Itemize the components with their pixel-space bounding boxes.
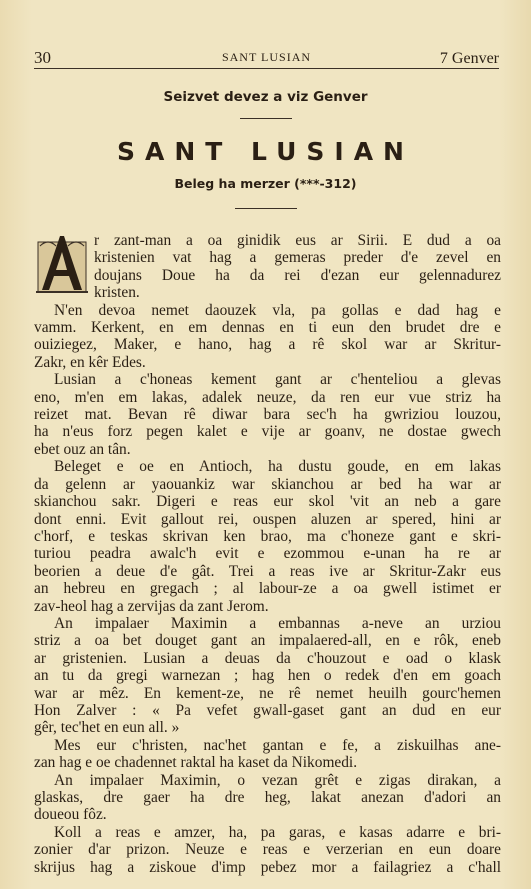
text-line: glaskas, dre gaer ha dre heg, lakat anezan d'adori an: [34, 789, 501, 806]
text-line: Koll a reas e amzer, ha, pa garas, e kasas adarre e bri-: [54, 823, 501, 841]
text-line: gêr, tec'het en eun all. »: [34, 719, 180, 737]
text-line: zan hag e oe chadennet raktal ha kaset da Nikomedi.: [34, 754, 358, 772]
text-line: an tu da gregi warnezan ; hag hen o redek d'en em goach: [34, 667, 501, 685]
text-line: An impalaer Maximin a embannas a-neve an urziou: [54, 614, 501, 632]
text-line: dont enni. Evit gallout rei, ouspen aluzen ar spered, hini ar: [34, 510, 501, 528]
text-line: turiou peadra awalc'h evit e ezommou e-unan ha re ar: [34, 545, 501, 563]
text-line: An impalaer Maximin, o vezan grêt e zigas dirakan, a: [54, 771, 501, 789]
text-line: skianchou sakr. Digeri e reas eur skol 'vit an neb a gare: [34, 493, 501, 511]
page-number: 30: [34, 48, 51, 67]
text-line: N'en devoa nemet daouzek vla, pa gollas e dad hag e: [54, 301, 501, 319]
saint-dates: Beleg ha merzer (***-312): [174, 176, 357, 191]
running-title: SANT LUSIAN: [221, 50, 312, 64]
text-line: vamm. Kerkent, en em dennas en ti eun den brudet dre e: [34, 319, 501, 337]
saint-title: SANT LUSIAN: [117, 137, 414, 166]
text-line: ha n'eus forz pegen kalet e vije ar goanv, ne dostae gwech: [34, 423, 501, 441]
text-line: da gelenn ar yaouankiz war skianchou ar bed ha war ar: [34, 475, 501, 493]
text-line: doueou fôz.: [34, 806, 107, 824]
chapter-subtitle: Seizvet devez a viz Genver: [163, 89, 368, 105]
text-line: kristen.: [94, 284, 140, 302]
text-line: an hebreu en gregach ; al labour-ze a oa gwell istimet er: [34, 580, 501, 598]
drop-cap-letter: A: [34, 232, 35, 233]
text-line: Lusian a c'honeas kement gant ar c'henteliou a glevas: [54, 371, 501, 389]
text-line: ebet ouz an tân.: [34, 440, 131, 458]
text-line: beorien a deue d'e gât. Trei a reas ive ar Skritur-Zakr eus: [34, 562, 501, 580]
text-line: zonier d'ar prizon. Neuze e reas e verzerian en eun doare: [34, 841, 501, 859]
text-line: c'horf, e teskas skrivan ken brao, ma c'honeze gant e skri-: [34, 527, 501, 545]
text-line: striz a oa bet douget gant an impalaered-all, en e rôk, eneb: [34, 632, 501, 650]
text-line: r zant-man a oa ginidik eus ar Sirii. E dud a oa: [94, 232, 501, 249]
text-line: reizet mat. Bevan rê diwar bara sec'h ha gwriziou louzou,: [34, 406, 501, 424]
text-line: doujans Doue ha da rei d'ezan eur gelennadurez: [94, 266, 501, 284]
text-line: eno, m'en em lakas, adalek neuze, da ren eur vue striz ha: [34, 388, 501, 406]
text-line: Beleget e oe en Antioch, ha dustu goude, en em lakas: [54, 458, 501, 476]
text-line: ouiziegez, Maker, e hano, hag a rê skol war ar Skritur-: [34, 336, 501, 354]
text-line: Zakr, en kêr Edes.: [34, 353, 146, 371]
text-line: ar gristenien. Lusian a deuas da c'houzout e oad o klask: [34, 649, 501, 667]
divider-rule: [240, 118, 292, 119]
running-header: [34, 44, 499, 69]
body-text: [34, 232, 501, 876]
text-line: Mes eur c'hristen, nac'het gantan e fe, a ziskuilhas ane-: [54, 736, 501, 754]
text-line: kristenien vat hag a gemeras preder d'e zevel en: [94, 249, 501, 267]
text-line: skrijus hag a ziskoue d'imp pebez mor a failagriez a c'hall: [34, 858, 501, 876]
text-line: Hon Zalver : « Pa vefet gwall-gaset gant an dud en eur: [34, 701, 501, 719]
text-line: zav-heol hag a zervijas da zant Jerom.: [34, 597, 269, 615]
running-date: 7 Genver: [439, 50, 499, 67]
text-line: war ar mêz. En kement-ze, ne rê nemet heuilh gourc'hemen: [34, 684, 501, 702]
divider-rule: [235, 208, 297, 209]
